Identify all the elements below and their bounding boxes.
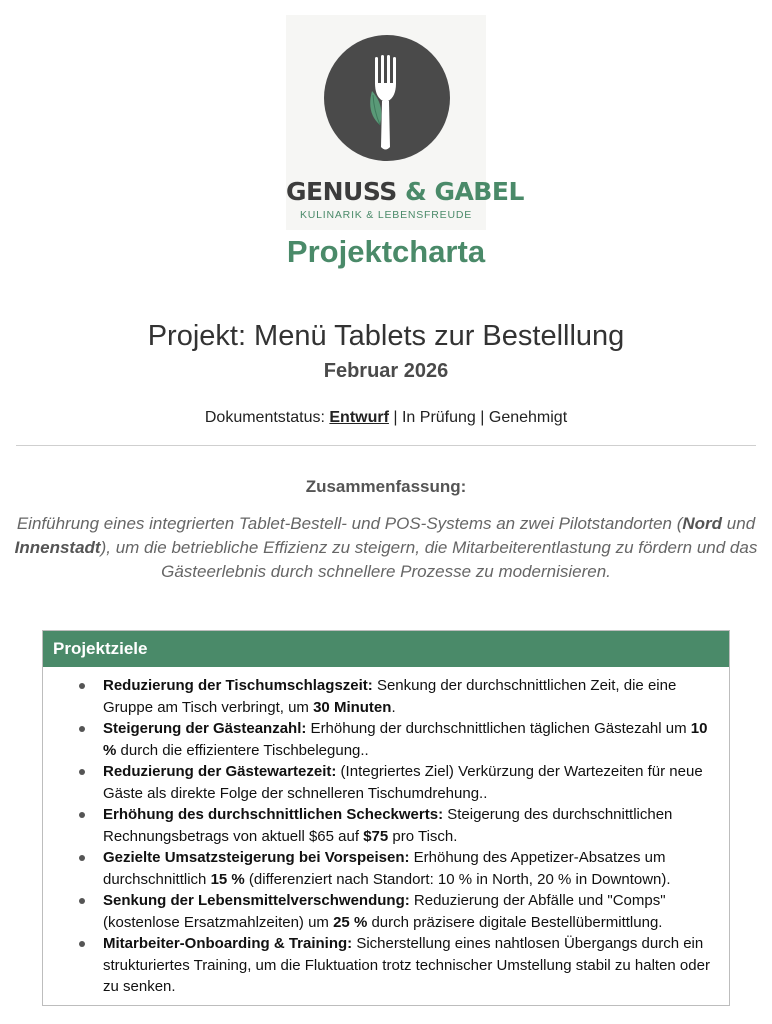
- status-separator: |: [393, 409, 398, 426]
- goals-header: Projektziele: [43, 631, 729, 667]
- status-separator: |: [480, 409, 485, 426]
- status-option-review: In Prüfung: [401, 409, 476, 426]
- brand-logo: [286, 15, 524, 230]
- status-option-approved: Genehmigt: [488, 409, 568, 426]
- status-current: Entwurf: [329, 409, 389, 426]
- summary-text: Einführung eines integrierten Tablet-Bestell- und POS-Systems an zwei Pilotstandorten (Nord und Innenstadt), um die betriebliche Effizienz zu steigern, die Mitarbeiterentlastung zu fördern und das Gästeerlebnis durch schnellere Prozesse zu modernisieren.: [14, 514, 758, 581]
- goal-item: Steigerung der Gästeanzahl: Erhöhung der durchschnittlichen täglichen Gästezahl um 10 % durch die effizientere Tischbelegung..: [103, 718, 723, 761]
- goals-list: [43, 667, 729, 998]
- goal-item: Reduzierung der Tischumschlagszeit: Senkung der durchschnittlichen Zeit, die eine Gruppe am Tisch verbringt, um 30 Minuten.: [103, 675, 723, 718]
- brand-name: GENUSS & GABEL: [286, 177, 524, 206]
- goal-item: Reduzierung der Gästewartezeit: (Integriertes Ziel) Verkürzung der Wartezeiten für neue Gäste als direkte Folge der schnelleren Tischumdrehung..: [103, 761, 723, 804]
- divider: [16, 445, 756, 446]
- goal-item: Erhöhung des durchschnittlichen Scheckwerts: Steigerung des durchschnittlichen Rechnungsbetrags von aktuell $65 auf $75 pro Tisch.: [103, 804, 723, 847]
- document-status: [0, 409, 772, 427]
- goal-item: Mitarbeiter-Onboarding & Training: Sicherstellung eines nahtlosen Übergangs durch ein strukturiertes Training, um die Fluktuation trotz technischer Umstellung stabil zu halten oder zu senken.: [103, 933, 723, 998]
- project-date: Februar 2026: [323, 360, 449, 382]
- summary-heading: Zusammenfassung:: [305, 477, 467, 496]
- goal-item: Senkung der Lebensmittelverschwendung: Reduzierung der Abfälle und "Comps" (kostenlose Ersatzmahlzeiten) um 25 % durch präzisere digitale Bestellübermittlung.: [103, 890, 723, 933]
- goal-item: Gezielte Umsatzsteigerung bei Vorspeisen: Erhöhung des Appetizer-Absatzes um durchschnittlich 15 % (differenziert nach Standort: 10 % in North, 20 % in Downtown).: [103, 847, 723, 890]
- project-title: Projekt: Menü Tablets zur Bestelllung: [147, 320, 625, 352]
- status-label: Dokumentstatus:: [204, 409, 325, 426]
- brand-tagline: KULINARIK & LEBENSFREUDE: [299, 209, 473, 221]
- fork-leaf-icon: [286, 15, 486, 175]
- document-heading: Projektcharta: [286, 234, 486, 269]
- goals-table: [42, 630, 730, 1006]
